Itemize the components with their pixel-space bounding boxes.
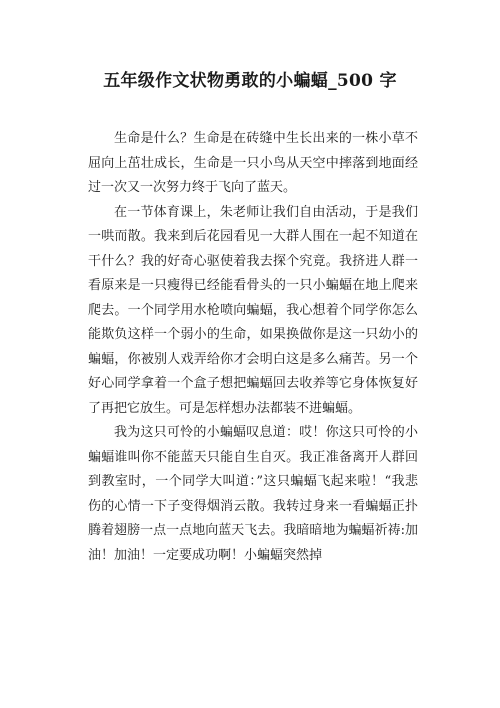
paragraph-3: 我为这只可怜的小蝙蝠叹息道：哎！你这只可怜的小蝙蝠谁叫你不能蓝天只能自生自灭。我正准备离开人群回到教室时，一个同学大叫道：”这只蝙蝠飞起来啦！“我悲伤的心情一下子变得烟消云散。我转过身来一看蝙蝠正扑腾着翅膀一点一点地向蓝天飞去。我暗暗地为蝙蝠祈祷:加油！加油！一定要成功啊！小蝙蝠突然掉: [88, 425, 418, 563]
paragraph-2: 在一节体育课上，朱老师让我们自由活动，于是我们一哄而散。我来到后花园看见一大群人围在一起不知道在干什么？我的好奇心驱使着我去探个究竟。我挤进人群一看原来是一只瘦得已经能看骨头的一只小蝙蝠在地上爬来爬去。一个同学用水枪喷向蝙蝠，我心想着个同学你怎么能欺负这样一个弱小的生命，如果换做你是这一只幼小的蝙蝠，你被别人戏弄给你才会明白这是多么痛苦。另一个好心同学拿着一个盒子想把蝙蝠回去收养等它身体恢复好了再把它放生。可是怎样想办法都装不进蝙蝠。: [88, 204, 418, 416]
document-title: 五年级作文状物勇敢的小蝙蝠_500 字: [103, 71, 397, 91]
paragraph-1: 生命是什么？生命是在砖缝中生长出来的一株小草不屈向上茁壮成长，生命是一只小鸟从天空中摔落到地面经过一次又一次努力终于飞向了蓝天。: [88, 131, 418, 195]
document-body: [88, 127, 418, 568]
